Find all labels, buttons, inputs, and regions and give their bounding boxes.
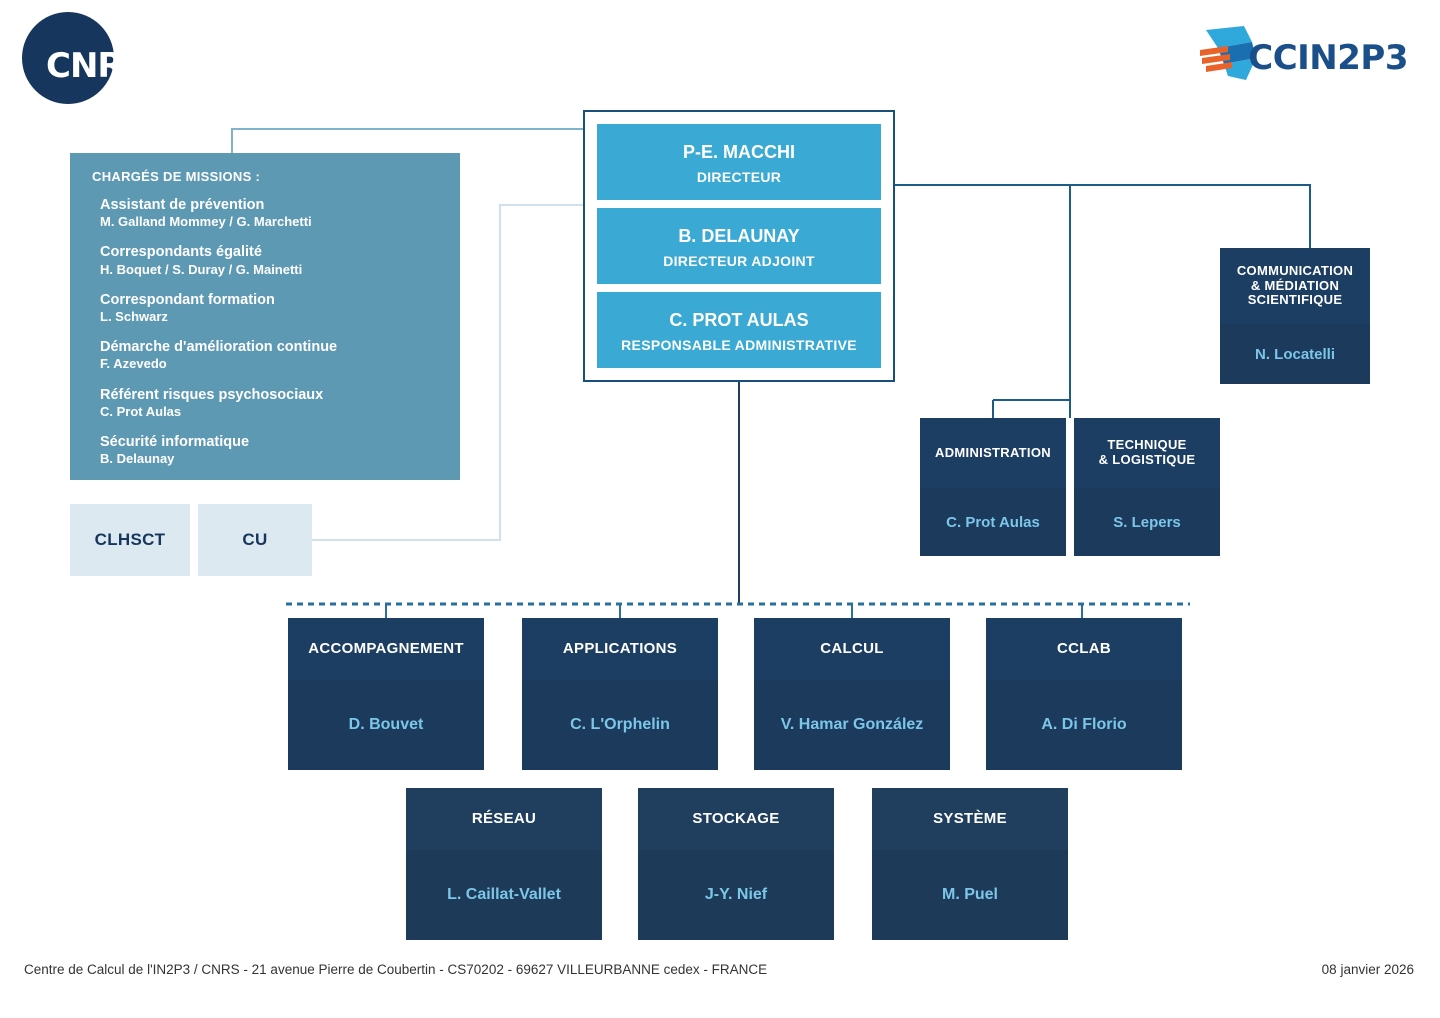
committee-cu [198,504,312,576]
unit-cclab [986,618,1182,770]
mission-item [100,243,438,277]
unit-reseau-title: RÉSEAU [406,788,602,850]
missions-heading: CHARGÉS DE MISSIONS : [92,169,261,184]
unit-calcul-person: V. Hamar González [754,680,950,770]
unit-technique-logistique-person: S. Lepers [1074,488,1220,556]
deputy-director-box [597,208,881,284]
unit-systeme-person: M. Puel [872,850,1068,940]
deputy-director-name: B. DELAUNAY [678,226,800,246]
director-name: P-E. MACCHI [683,142,795,162]
unit-applications-title: APPLICATIONS [522,618,718,680]
unit-communication-title-line-2: & MÉDIATION [1250,277,1340,293]
mission-people: C. Prot Aulas [100,403,182,419]
unit-accompagnement [288,618,484,770]
mission-people: M. Galland Mommey / G. Marchetti [100,214,312,230]
direction-block [583,110,895,382]
unit-technique-logistique [1074,418,1220,556]
mission-item [100,433,438,467]
mission-item [100,196,438,230]
unit-communication-title-line-3: SCIENTIFIQUE [1247,292,1343,308]
unit-technique-logistique-title [1074,418,1220,488]
unit-administration-title: ADMINISTRATION [920,418,1066,488]
unit-administration-person: C. Prot Aulas [920,488,1066,556]
mission-people: H. Boquet / S. Duray / G. Mainetti [100,261,303,277]
director-box [597,124,881,200]
unit-reseau-person: L. Caillat-Vallet [406,850,602,940]
unit-technique-logistique-title-line-2: & LOGISTIQUE [1098,452,1196,467]
admin-manager-name: C. PROT AULAS [669,310,809,330]
deputy-director-role: DIRECTEUR ADJOINT [663,253,815,269]
unit-accompagnement-title: ACCOMPAGNEMENT [288,618,484,680]
unit-cclab-title: CCLAB [986,618,1182,680]
cnrs-logo [22,12,147,104]
unit-systeme-title: SYSTÈME [872,788,1068,850]
unit-applications [522,618,718,770]
missions-panel [70,153,460,480]
committee-clhsct-label: CLHSCT [94,530,166,549]
unit-cclab-person: A. Di Florio [986,680,1182,770]
unit-stockage [638,788,834,940]
unit-communication-person: N. Locatelli [1220,324,1370,384]
unit-communication-title [1220,248,1370,324]
mission-title: Assistant de prévention [100,197,265,213]
unit-systeme [872,788,1068,940]
admin-manager-box [597,292,881,368]
mission-people: L. Schwarz [100,308,168,324]
ccin2p3-logo [1198,20,1408,86]
unit-reseau [406,788,602,940]
mission-title: Référent risques psychosociaux [100,386,324,403]
unit-communication-title-line-1: COMMUNICATION [1236,262,1354,278]
mission-item [100,291,438,325]
unit-calcul [754,618,950,770]
unit-administration [920,418,1066,556]
committee-cu-label: CU [242,530,268,549]
unit-applications-person: C. L'Orphelin [522,680,718,770]
cnrs-logo-text: CNRS [46,46,147,86]
mission-title: Correspondants égalité [100,244,262,261]
committee-clhsct [70,504,190,576]
unit-calcul-title: CALCUL [754,618,950,680]
mission-item [100,338,438,372]
unit-stockage-person: J-Y. Nief [638,850,834,940]
mission-item [100,386,438,420]
admin-manager-role: RESPONSABLE ADMINISTRATIVE [621,337,857,353]
mission-title: Sécurité informatique [100,433,250,450]
unit-stockage-title: STOCKAGE [638,788,834,850]
director-role: DIRECTEUR [696,169,782,185]
mission-people: B. Delaunay [100,451,175,466]
unit-technique-logistique-title-line-1: TECHNIQUE [1107,437,1187,453]
mission-title: Correspondant formation [100,291,275,308]
unit-accompagnement-person: D. Bouvet [288,680,484,770]
mission-people: F. Azevedo [100,356,167,372]
footer-date: 08 janvier 2026 [1321,962,1414,977]
mission-title: Démarche d'amélioration continue [100,339,338,356]
ccin2p3-logo-text: CCIN2P3 [1248,38,1408,78]
footer-address: Centre de Calcul de l'IN2P3 / CNRS - 21 avenue Pierre de Coubertin - CS70202 - 69627 VILLEURBANNE cedex - FRANCE [24,962,768,977]
unit-communication [1220,248,1370,384]
